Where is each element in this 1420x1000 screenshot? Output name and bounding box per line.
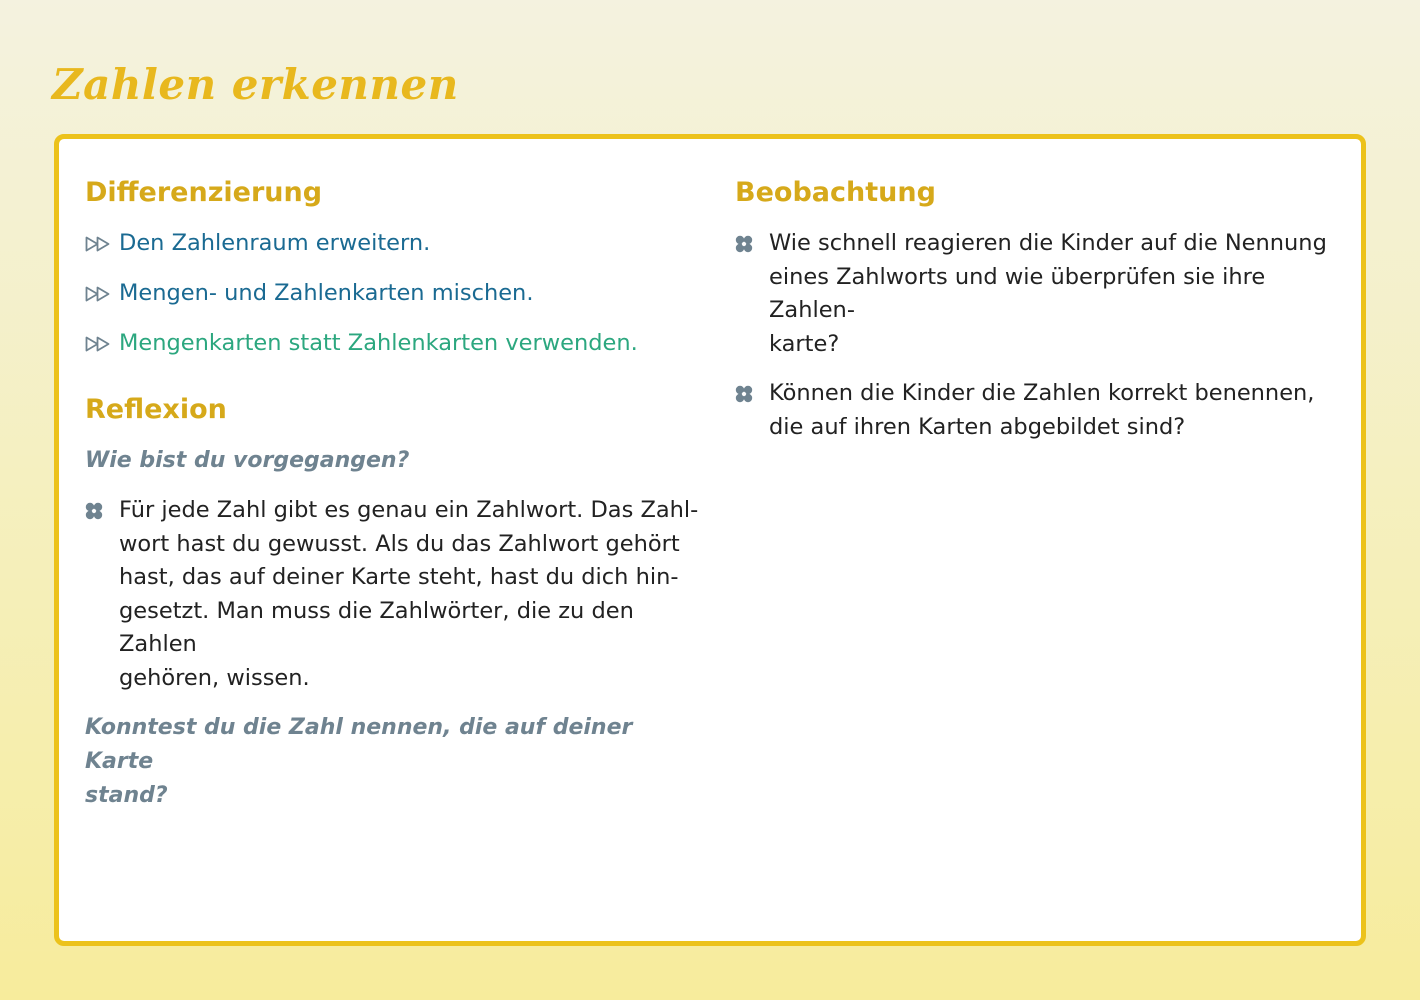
- text-line: Wie schnell reagieren die Kinder auf die Nennung: [769, 230, 1327, 256]
- text-line: karte?: [769, 330, 840, 357]
- text-line: hast, das auf deiner Karte steht, hast du dich hin-: [119, 564, 679, 590]
- list-item: [85, 227, 705, 260]
- text-line: Können die Kinder die Zahlen korrekt benennen,: [769, 380, 1315, 406]
- content-card: [54, 134, 1366, 946]
- list-item: [85, 327, 705, 360]
- text-line: Konntest du die Zahl nennen, die auf deiner Karte: [85, 715, 633, 774]
- list-item: [85, 277, 705, 310]
- text-line: stand?: [85, 783, 168, 808]
- beobachtung-list: [735, 227, 1335, 444]
- clover-bullet-icon: [85, 494, 119, 527]
- double-arrow-icon: [85, 227, 119, 260]
- right-column: [735, 175, 1335, 444]
- reflexion-question: Wie bist du vorgegangen?: [85, 448, 410, 473]
- text-line: eines Zahlworts und wie überprüfen sie ihre Zahlen-: [769, 263, 1266, 323]
- beobachtung-heading: Beobachtung: [735, 177, 936, 208]
- list-item: [735, 377, 1335, 444]
- text-line: die auf ihren Karten abgebildet sind?: [769, 413, 1186, 440]
- list-item: [735, 227, 1335, 361]
- reflexion-answer: [119, 494, 705, 695]
- reflexion-question-2: [85, 711, 705, 813]
- page-title: Zahlen erkennen: [52, 60, 459, 109]
- double-arrow-icon: [85, 327, 119, 360]
- clover-bullet-icon: [735, 227, 769, 260]
- differenzierung-item-text: Mengen- und Zahlenkarten mischen.: [119, 280, 534, 306]
- reflexion-heading: Reflexion: [85, 394, 227, 425]
- differenzierung-list: [85, 227, 705, 360]
- clover-bullet-icon: [735, 377, 769, 410]
- text-line: gesetzt. Man muss die Zahlwörter, die zu den Zahlen: [119, 597, 634, 657]
- beobachtung-item-text: [769, 377, 1335, 444]
- text-line: gehören, wissen.: [119, 664, 310, 691]
- text-line: Für jede Zahl gibt es genau ein Zahlwort. Das Zahl-: [119, 497, 699, 523]
- beobachtung-item-text: [769, 227, 1335, 361]
- left-column: [85, 175, 705, 813]
- list-item: [85, 494, 705, 695]
- differenzierung-heading: Differenzierung: [85, 177, 323, 208]
- differenzierung-item-text: Den Zahlenraum erweitern.: [119, 230, 431, 256]
- differenzierung-item-text: Mengenkarten statt Zahlenkarten verwenden.: [119, 330, 638, 356]
- double-arrow-icon: [85, 277, 119, 310]
- text-line: wort hast du gewusst. Als du das Zahlwort gehört: [119, 530, 680, 557]
